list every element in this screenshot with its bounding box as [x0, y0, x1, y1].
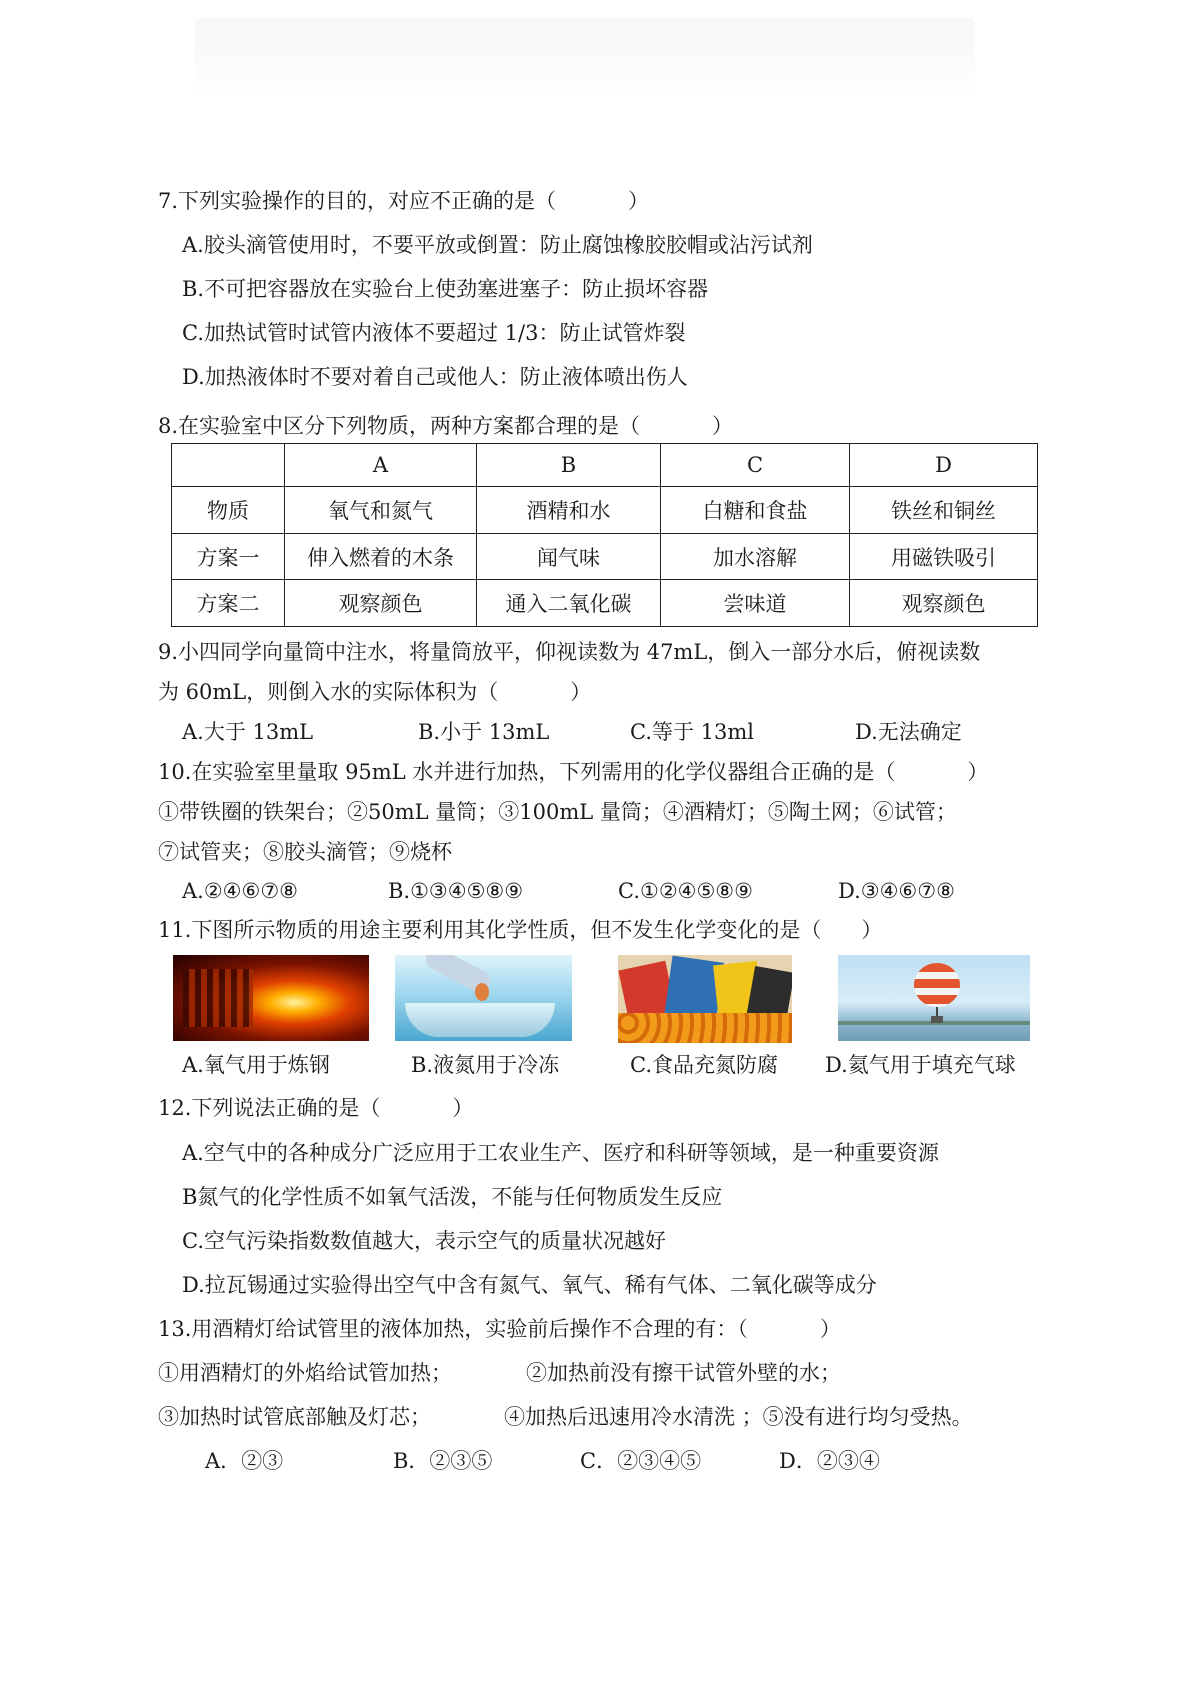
q9-choice-a: A.大于 13mL [182, 720, 314, 744]
q11-stem: 11.下图所示物质的用途主要利用其化学性质，但不发生化学变化的是（ ） [158, 918, 883, 942]
q12-option-d: D.拉瓦锡通过实验得出空气中含有氮气、氧气、稀有气体、二氧化碳等成分 [182, 1273, 877, 1297]
food-packaging-photo [618, 955, 792, 1043]
q9-stem-line2: 为 60mL，则倒入水的实际体积为（ ） [158, 680, 592, 704]
q12-option-c: C.空气污染指数数值越大，表示空气的质量状况越好 [182, 1229, 666, 1253]
q9-choice-c: C.等于 13ml [630, 720, 755, 744]
table-cell: 酒精和水 [477, 487, 661, 534]
table-cell: 方案二 [172, 580, 285, 627]
steelmaking-photo [173, 955, 369, 1041]
q11-caption-b: B.液氮用于冷冻 [411, 1053, 560, 1077]
q8-stem: 8.在实验室中区分下列物质，两种方案都合理的是（ ） [158, 414, 734, 438]
q13-stem: 13.用酒精灯给试管里的液体加热，实验前后操作不合理的有：（ ） [158, 1317, 841, 1341]
table-cell: 物质 [172, 487, 285, 534]
liquid-nitrogen-photo [395, 955, 572, 1041]
q10-choice-b: B.①③④⑤⑧⑨ [388, 879, 524, 903]
table-cell: A [285, 444, 477, 487]
q9-stem-line1: 9.小四同学向量筒中注水，将量筒放平，仰视读数为 47mL，倒入一部分水后，俯视读数 [158, 640, 981, 664]
q13-item-3: ③加热时试管底部触及灯芯； [158, 1405, 431, 1429]
table-cell: 方案一 [172, 533, 285, 580]
q13-choice-d: D．②③④ [779, 1449, 880, 1473]
q9-choice-b: B.小于 13mL [418, 720, 550, 744]
q13-choice-c: C．②③④⑤ [580, 1449, 702, 1473]
q10-choice-c: C.①②④⑤⑧⑨ [618, 879, 753, 903]
q12-option-a: A.空气中的各种成分广泛应用于工农业生产、医疗和科研等领域，是一种重要资源 [182, 1141, 939, 1165]
table-cell: 闻气味 [477, 533, 661, 580]
table-cell: 白糖和食盐 [661, 487, 850, 534]
q10-choice-a: A.②④⑥⑦⑧ [182, 879, 298, 903]
q7-option-d: D.加热液体时不要对着自己或他人：防止液体喷出伤人 [182, 365, 688, 389]
q12-option-b: B氮气的化学性质不如氧气活泼，不能与任何物质发生反应 [182, 1185, 723, 1209]
q13-item-4: ④加热后迅速用冷水清洗 ；⑤没有进行均匀受热。 [504, 1405, 973, 1429]
table-row [172, 580, 1038, 627]
q7-option-a: A.胶头滴管使用时，不要平放或倒置：防止腐蚀橡胶胶帽或沾污试剂 [182, 233, 813, 257]
q11-caption-d: D.氦气用于填充气球 [825, 1053, 1016, 1077]
q13-item-1: ①用酒精灯的外焰给试管加热； [158, 1361, 452, 1385]
q7-stem: 7.下列实验操作的目的，对应不正确的是（ ） [158, 189, 650, 213]
q10-items-line2: ⑦试管夹；⑧胶头滴管；⑨烧杯 [158, 840, 452, 864]
table-cell [172, 444, 285, 487]
q11-caption-c: C.食品充氮防腐 [630, 1053, 778, 1077]
table-cell: 伸入燃着的木条 [285, 533, 477, 580]
q12-stem: 12.下列说法正确的是（ ） [158, 1096, 474, 1120]
q10-items-line1: ①带铁圈的铁架台；②50mL 量筒；③100mL 量筒；④酒精灯；⑤陶土网；⑥试管； [158, 800, 957, 824]
q13-item-2: ②加热前没有擦干试管外壁的水； [526, 1361, 841, 1385]
table-cell: 加水溶解 [661, 533, 850, 580]
table-cell: 铁丝和铜丝 [850, 487, 1038, 534]
q8-table [171, 443, 1038, 627]
q11-caption-a: A.氧气用于炼钢 [182, 1053, 330, 1077]
header-smudge [195, 18, 975, 98]
table-cell: C [661, 444, 850, 487]
table-cell: D [850, 444, 1038, 487]
table-cell: 观察颜色 [285, 580, 477, 627]
q13-choice-a: A．②③ [205, 1449, 284, 1473]
q10-stem: 10.在实验室里量取 95mL 水并进行加热，下列需用的化学仪器组合正确的是（ ） [158, 760, 989, 784]
helium-balloon-photo [838, 955, 1030, 1041]
q10-choice-d: D.③④⑥⑦⑧ [838, 879, 955, 903]
table-cell: 观察颜色 [850, 580, 1038, 627]
q7-option-c: C.加热试管时试管内液体不要超过 1/3：防止试管炸裂 [182, 321, 686, 345]
table-row [172, 487, 1038, 534]
table-cell: 用磁铁吸引 [850, 533, 1038, 580]
table-cell: 尝味道 [661, 580, 850, 627]
q13-choice-b: B．②③⑤ [393, 1449, 493, 1473]
q7-option-b: B.不可把容器放在实验台上使劲塞进塞子：防止损坏容器 [182, 277, 709, 301]
table-header-row [172, 444, 1038, 487]
table-cell: B [477, 444, 661, 487]
table-row [172, 533, 1038, 580]
q9-choice-d: D.无法确定 [855, 720, 962, 744]
table-cell: 氧气和氮气 [285, 487, 477, 534]
table-cell: 通入二氧化碳 [477, 580, 661, 627]
